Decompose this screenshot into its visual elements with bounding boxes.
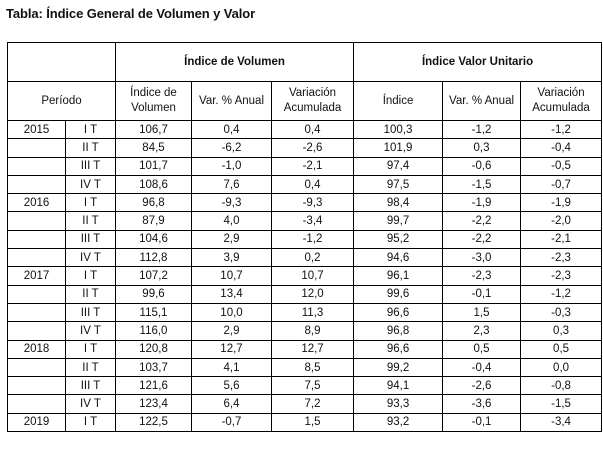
value-cell: 120,8 <box>116 340 192 358</box>
quarter-cell: IV T <box>66 175 116 193</box>
value-cell: 0,3 <box>443 139 521 157</box>
value-cell: 0,4 <box>192 121 272 139</box>
year-cell: 2018 <box>8 340 66 358</box>
quarter-cell: I T <box>66 267 116 285</box>
table-row <box>8 322 602 340</box>
value-cell: 122,5 <box>116 413 192 431</box>
value-cell: -1,2 <box>521 121 602 139</box>
quarter-cell: II T <box>66 139 116 157</box>
value-cell: 87,9 <box>116 212 192 230</box>
table-row <box>8 230 602 248</box>
table-row <box>8 395 602 413</box>
value-cell: 12,7 <box>272 340 354 358</box>
value-cell: 115,1 <box>116 303 192 321</box>
value-cell: 2,9 <box>192 322 272 340</box>
col-header-var-annual-value: Var. % Anual <box>443 82 521 121</box>
value-cell: -2,6 <box>443 377 521 395</box>
value-cell: 5,6 <box>192 377 272 395</box>
col-header-index: Índice <box>354 82 443 121</box>
value-cell: 4,0 <box>192 212 272 230</box>
year-cell <box>8 230 66 248</box>
value-cell: 97,4 <box>354 157 443 175</box>
table-row <box>8 303 602 321</box>
value-cell: 96,8 <box>354 322 443 340</box>
value-cell: 96,8 <box>116 194 192 212</box>
quarter-cell: I T <box>66 340 116 358</box>
quarter-cell: IV T <box>66 249 116 267</box>
value-cell: 0,4 <box>272 121 354 139</box>
value-cell: 1,5 <box>272 413 354 431</box>
value-cell: 8,5 <box>272 358 354 376</box>
value-cell: 99,2 <box>354 358 443 376</box>
table-row <box>8 267 602 285</box>
quarter-cell: I T <box>66 194 116 212</box>
year-cell <box>8 157 66 175</box>
year-cell: 2015 <box>8 121 66 139</box>
value-cell: 0,5 <box>521 340 602 358</box>
value-cell: -0,8 <box>521 377 602 395</box>
value-cell: -2,3 <box>443 267 521 285</box>
value-cell: -0,7 <box>192 413 272 431</box>
quarter-cell: IV T <box>66 322 116 340</box>
table-row <box>8 139 602 157</box>
group-header-volume: Índice de Volumen <box>116 43 354 82</box>
value-cell: 97,5 <box>354 175 443 193</box>
value-cell: -2,6 <box>272 139 354 157</box>
value-cell: -2,2 <box>443 230 521 248</box>
value-cell: 3,9 <box>192 249 272 267</box>
col-header-var-annual: Var. % Anual <box>192 82 272 121</box>
value-cell: 7,6 <box>192 175 272 193</box>
group-header-value: Índice Valor Unitario <box>354 43 602 82</box>
value-cell: 116,0 <box>116 322 192 340</box>
table-row <box>8 212 602 230</box>
table-row <box>8 157 602 175</box>
value-cell: 10,7 <box>192 267 272 285</box>
value-cell: -3,4 <box>272 212 354 230</box>
value-cell: -0,4 <box>443 358 521 376</box>
year-cell <box>8 358 66 376</box>
value-cell: -0,1 <box>443 285 521 303</box>
value-cell: 6,4 <box>192 395 272 413</box>
value-cell: 94,6 <box>354 249 443 267</box>
year-cell <box>8 175 66 193</box>
year-cell <box>8 249 66 267</box>
quarter-cell: II T <box>66 285 116 303</box>
value-cell: 112,8 <box>116 249 192 267</box>
value-cell: 0,5 <box>443 340 521 358</box>
index-table <box>7 42 602 432</box>
value-cell: 121,6 <box>116 377 192 395</box>
table-row <box>8 194 602 212</box>
value-cell: 96,1 <box>354 267 443 285</box>
value-cell: -6,2 <box>192 139 272 157</box>
value-cell: -0,4 <box>521 139 602 157</box>
value-cell: 2,3 <box>443 322 521 340</box>
value-cell: -9,3 <box>192 194 272 212</box>
value-cell: 0,0 <box>521 358 602 376</box>
value-cell: -0,3 <box>521 303 602 321</box>
value-cell: -9,3 <box>272 194 354 212</box>
value-cell: 0,4 <box>272 175 354 193</box>
value-cell: 96,6 <box>354 303 443 321</box>
value-cell: -1,5 <box>443 175 521 193</box>
table-row <box>8 358 602 376</box>
value-cell: 123,4 <box>116 395 192 413</box>
year-cell <box>8 322 66 340</box>
quarter-cell: III T <box>66 157 116 175</box>
value-cell: 8,9 <box>272 322 354 340</box>
table-row <box>8 413 602 431</box>
value-cell: 98,4 <box>354 194 443 212</box>
value-cell: -3,4 <box>521 413 602 431</box>
value-cell: 99,6 <box>116 285 192 303</box>
value-cell: -1,9 <box>521 194 602 212</box>
table-row <box>8 121 602 139</box>
value-cell: 101,9 <box>354 139 443 157</box>
value-cell: 96,6 <box>354 340 443 358</box>
value-cell: -2,1 <box>272 157 354 175</box>
year-cell <box>8 377 66 395</box>
quarter-cell: I T <box>66 413 116 431</box>
value-cell: 7,2 <box>272 395 354 413</box>
value-cell: 10,0 <box>192 303 272 321</box>
table-row <box>8 285 602 303</box>
table-title: Tabla: Índice General de Volumen y Valor <box>6 6 256 21</box>
value-cell: 93,3 <box>354 395 443 413</box>
value-cell: 13,4 <box>192 285 272 303</box>
value-cell: 108,6 <box>116 175 192 193</box>
value-cell: 101,7 <box>116 157 192 175</box>
value-cell: -1,2 <box>521 285 602 303</box>
col-header-var-accum-value: Variación Acumulada <box>521 82 602 121</box>
period-header: Período <box>8 82 116 121</box>
year-cell <box>8 395 66 413</box>
value-cell: 99,6 <box>354 285 443 303</box>
value-cell: 4,1 <box>192 358 272 376</box>
year-cell: 2019 <box>8 413 66 431</box>
year-cell <box>8 285 66 303</box>
value-cell: 7,5 <box>272 377 354 395</box>
value-cell: -1,5 <box>521 395 602 413</box>
year-cell <box>8 139 66 157</box>
value-cell: 1,5 <box>443 303 521 321</box>
value-cell: 104,6 <box>116 230 192 248</box>
value-cell: -2,2 <box>443 212 521 230</box>
value-cell: 93,2 <box>354 413 443 431</box>
value-cell: 0,2 <box>272 249 354 267</box>
value-cell: 84,5 <box>116 139 192 157</box>
quarter-cell: III T <box>66 230 116 248</box>
value-cell: 99,7 <box>354 212 443 230</box>
value-cell: -0,7 <box>521 175 602 193</box>
table-row <box>8 340 602 358</box>
value-cell: 94,1 <box>354 377 443 395</box>
quarter-cell: III T <box>66 303 116 321</box>
value-cell: 0,3 <box>521 322 602 340</box>
quarter-cell: II T <box>66 358 116 376</box>
value-cell: 106,7 <box>116 121 192 139</box>
quarter-cell: III T <box>66 377 116 395</box>
value-cell: 12,0 <box>272 285 354 303</box>
value-cell: 95,2 <box>354 230 443 248</box>
value-cell: 11,3 <box>272 303 354 321</box>
value-cell: -1,2 <box>443 121 521 139</box>
value-cell: 10,7 <box>272 267 354 285</box>
value-cell: -2,3 <box>521 267 602 285</box>
value-cell: 103,7 <box>116 358 192 376</box>
col-header-var-accum: Variación Acumulada <box>272 82 354 121</box>
table-row <box>8 249 602 267</box>
table-row <box>8 377 602 395</box>
value-cell: -0,6 <box>443 157 521 175</box>
value-cell: -1,9 <box>443 194 521 212</box>
value-cell: -0,5 <box>521 157 602 175</box>
value-cell: 107,2 <box>116 267 192 285</box>
value-cell: -0,1 <box>443 413 521 431</box>
year-cell <box>8 212 66 230</box>
value-cell: -2,3 <box>521 249 602 267</box>
corner-cell <box>8 43 116 82</box>
value-cell: -3,0 <box>443 249 521 267</box>
quarter-cell: IV T <box>66 395 116 413</box>
quarter-cell: II T <box>66 212 116 230</box>
value-cell: -3,6 <box>443 395 521 413</box>
value-cell: -1,0 <box>192 157 272 175</box>
year-cell <box>8 303 66 321</box>
year-cell: 2016 <box>8 194 66 212</box>
quarter-cell: I T <box>66 121 116 139</box>
value-cell: 2,9 <box>192 230 272 248</box>
table-row <box>8 175 602 193</box>
year-cell: 2017 <box>8 267 66 285</box>
value-cell: 100,3 <box>354 121 443 139</box>
value-cell: 12,7 <box>192 340 272 358</box>
value-cell: -2,0 <box>521 212 602 230</box>
value-cell: -2,1 <box>521 230 602 248</box>
col-header-index-volume: Índice de Volumen <box>116 82 192 121</box>
value-cell: -1,2 <box>272 230 354 248</box>
